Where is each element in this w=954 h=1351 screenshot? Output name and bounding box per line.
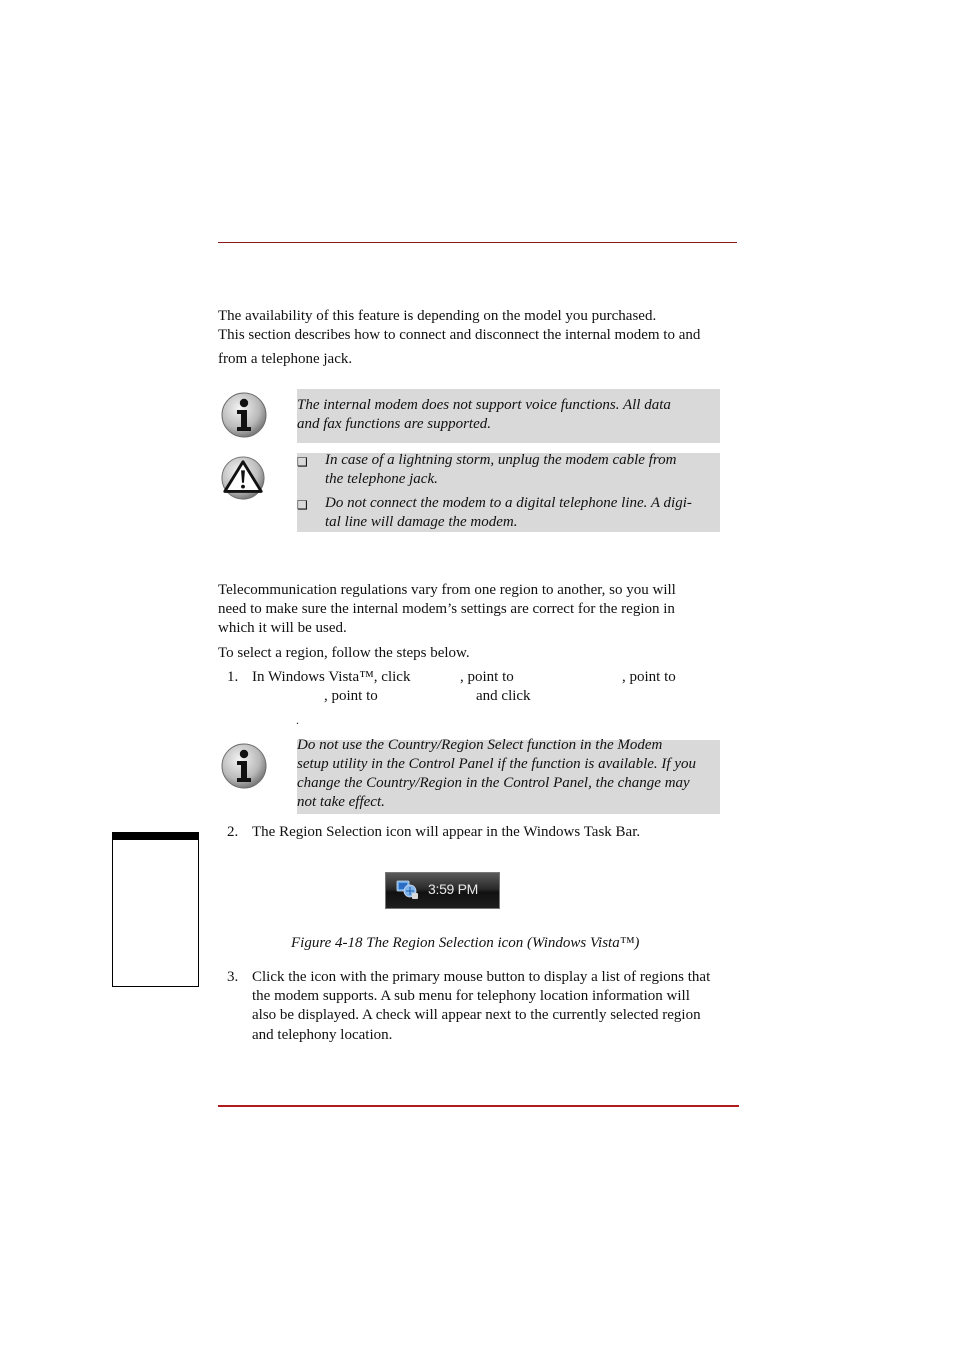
intro-line-2: This section describes how to connect and disconnect the internal modem to and — [218, 327, 701, 343]
step3-line-2: the modem supports. A sub menu for telephony location information will — [252, 988, 690, 1004]
side-tab — [112, 832, 199, 987]
step1-seg-2: , point to — [460, 669, 514, 685]
region-para1-line-2: need to make sure the internal modem’s settings are correct for the region in — [218, 601, 675, 617]
intro-line-1: The availability of this feature is depending on the model you purchased. — [218, 308, 657, 324]
step3-line-3: also be displayed. A check will appear next to the currently selected region — [252, 1007, 701, 1023]
info-icon — [220, 742, 268, 790]
caution-item-2-line-2: tal line will damage the modem. — [325, 514, 518, 530]
caution-bullet-2: ❑ — [297, 498, 308, 512]
note1-line-1: The internal modem does not support voice functions. All data — [297, 397, 671, 413]
info-icon — [220, 391, 268, 439]
step3-number: 3. — [227, 969, 239, 985]
header-rule — [218, 242, 737, 243]
caution-item-1-line-1: In case of a lightning storm, unplug the modem cable from — [325, 452, 677, 468]
note1-line-2: and fax functions are supported. — [297, 416, 492, 432]
step3-line-1: Click the icon with the primary mouse button to display a list of regions that — [252, 969, 711, 985]
step1-seg-4: , point to — [324, 688, 378, 704]
caution-icon — [220, 455, 268, 503]
step2-text: The Region Selection icon will appear in the Windows Task Bar. — [252, 824, 641, 840]
step1-seg-5: and click — [476, 688, 531, 704]
note2-line-2: setup utility in the Control Panel if the function is available. If you — [297, 756, 696, 772]
region-para1-line-3: which it will be used. — [218, 620, 347, 636]
note-box-2 — [297, 737, 720, 814]
step1-seg-3: , point to — [622, 669, 676, 685]
step1-seg-6: . — [296, 713, 299, 727]
region-para2: To select a region, follow the steps below. — [218, 645, 470, 661]
caution-item-2-line-1: Do not connect the modem to a digital telephone line. A digi- — [325, 495, 692, 511]
note2-line-4: not take effect. — [297, 794, 385, 810]
note2-line-3: change the Country/Region in the Control Panel, the change may — [297, 775, 690, 791]
figure-caption: Figure 4-18 The Region Selection icon (Windows Vista™) — [291, 935, 640, 951]
taskbar-clock: 3:59 PM — [428, 881, 479, 897]
step1-number: 1. — [227, 669, 239, 685]
caution-bullet-1: ❑ — [297, 455, 308, 469]
note2-line-1: Do not use the Country/Region Select function in the Modem — [297, 737, 663, 753]
caution-item-1-line-2: the telephone jack. — [325, 471, 438, 487]
region-selection-icon — [396, 879, 420, 901]
note-box-1 — [297, 389, 720, 443]
footer-rule — [218, 1105, 739, 1107]
side-tab-bar — [112, 832, 199, 840]
caution-box — [297, 453, 720, 532]
intro-line-3: from a telephone jack. — [218, 351, 353, 367]
step1-seg-1: In Windows Vista™, click — [252, 669, 411, 685]
step2-number: 2. — [227, 824, 239, 840]
step3-line-4: and telephony location. — [252, 1027, 393, 1043]
region-para1-line-1: Telecommunication regulations vary from one region to another, so you will — [218, 582, 676, 598]
taskbar-screenshot — [385, 872, 500, 909]
